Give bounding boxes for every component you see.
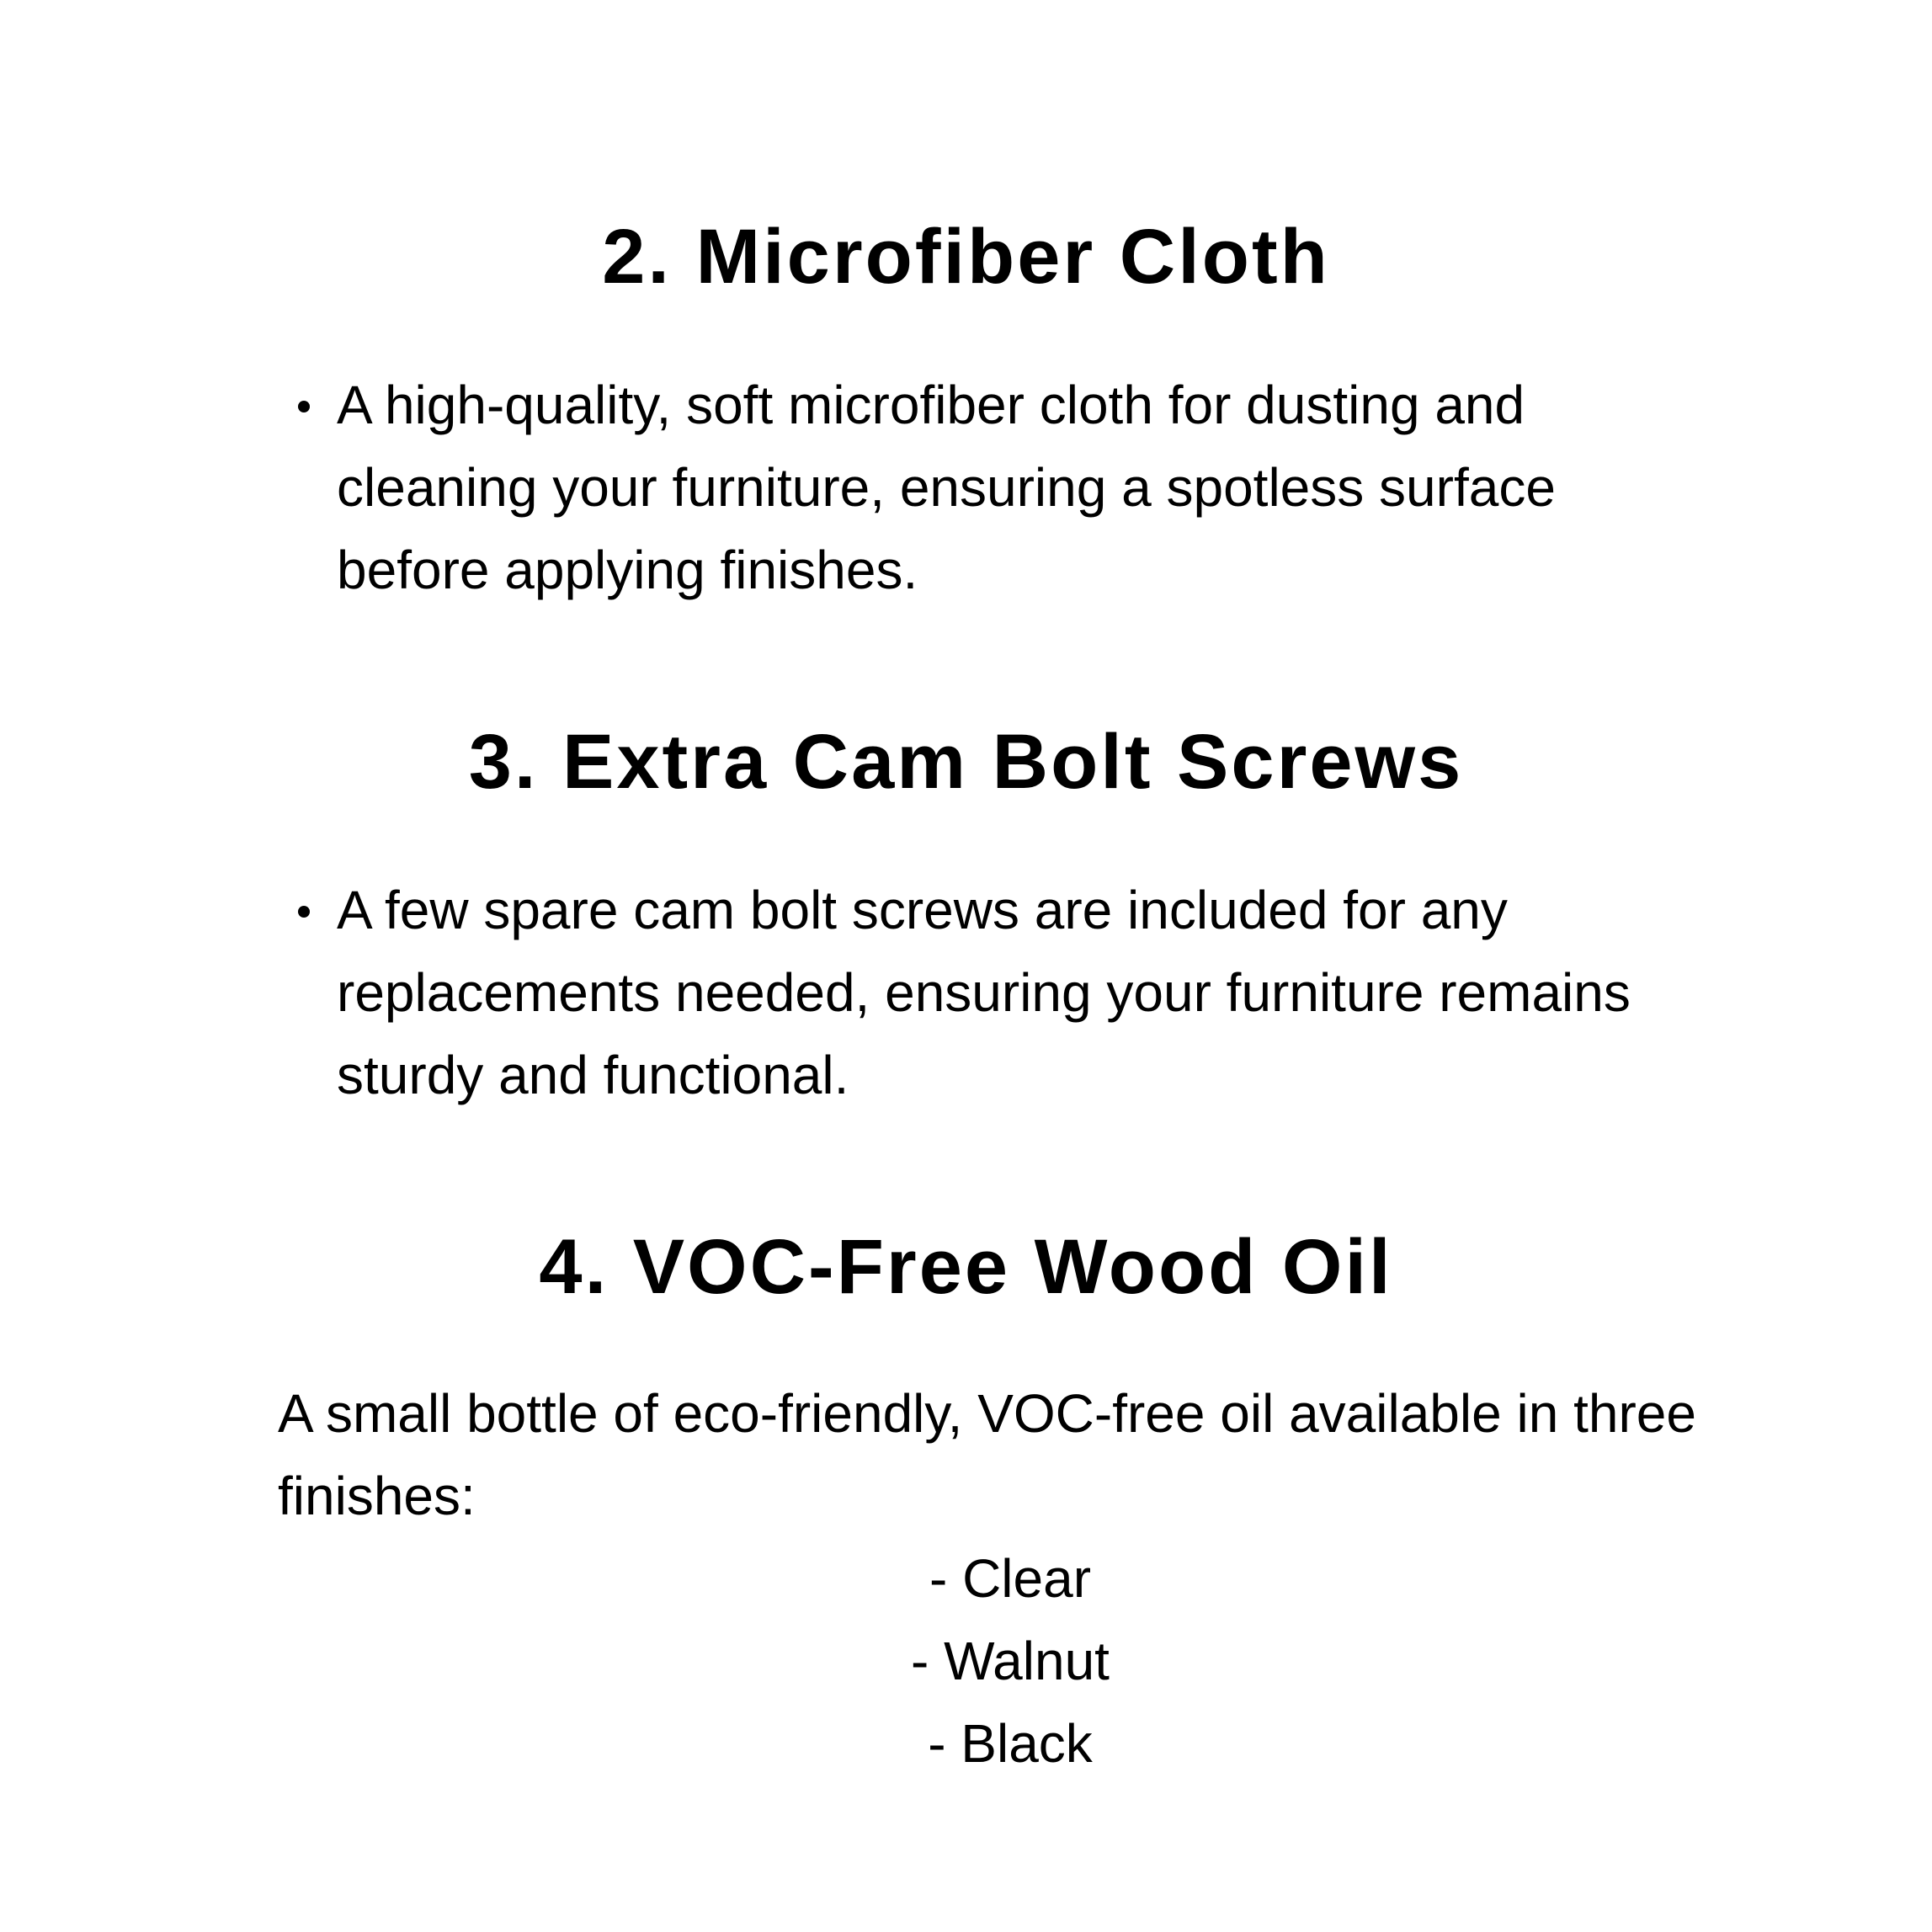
finishes-list	[0, 1537, 1932, 1785]
bullet-text: A high-quality, soft microfiber cloth for dusting and cleaning your furniture, ensuring a spotless surface before applying finishes.	[337, 375, 1556, 600]
finish-option-clear: - Clear	[929, 1548, 1092, 1609]
section-heading-voc-free-wood-oil: 4. VOC-Free Wood Oil	[539, 1224, 1393, 1310]
bullet-text: A few spare cam bolt screws are included for any replacements needed, ensuring your furniture remains sturdy and functional.	[337, 880, 1631, 1105]
bullet-item-cam-bolt-screws	[337, 869, 1684, 1116]
bullet-item-microfiber-cloth	[337, 364, 1684, 611]
bullet-icon	[298, 401, 310, 412]
wood-oil-description: A small bottle of eco-friendly, VOC-free oil available in three finishes:	[278, 1383, 1696, 1526]
section-heading-microfiber-cloth: 2. Microfiber Cloth	[602, 214, 1330, 300]
finish-option-black: - Black	[928, 1713, 1093, 1774]
finish-option-walnut: - Walnut	[911, 1631, 1110, 1691]
section-heading-extra-cam-bolt-screws: 3. Extra Cam Bolt Screws	[468, 719, 1464, 805]
bullet-icon	[298, 906, 310, 918]
